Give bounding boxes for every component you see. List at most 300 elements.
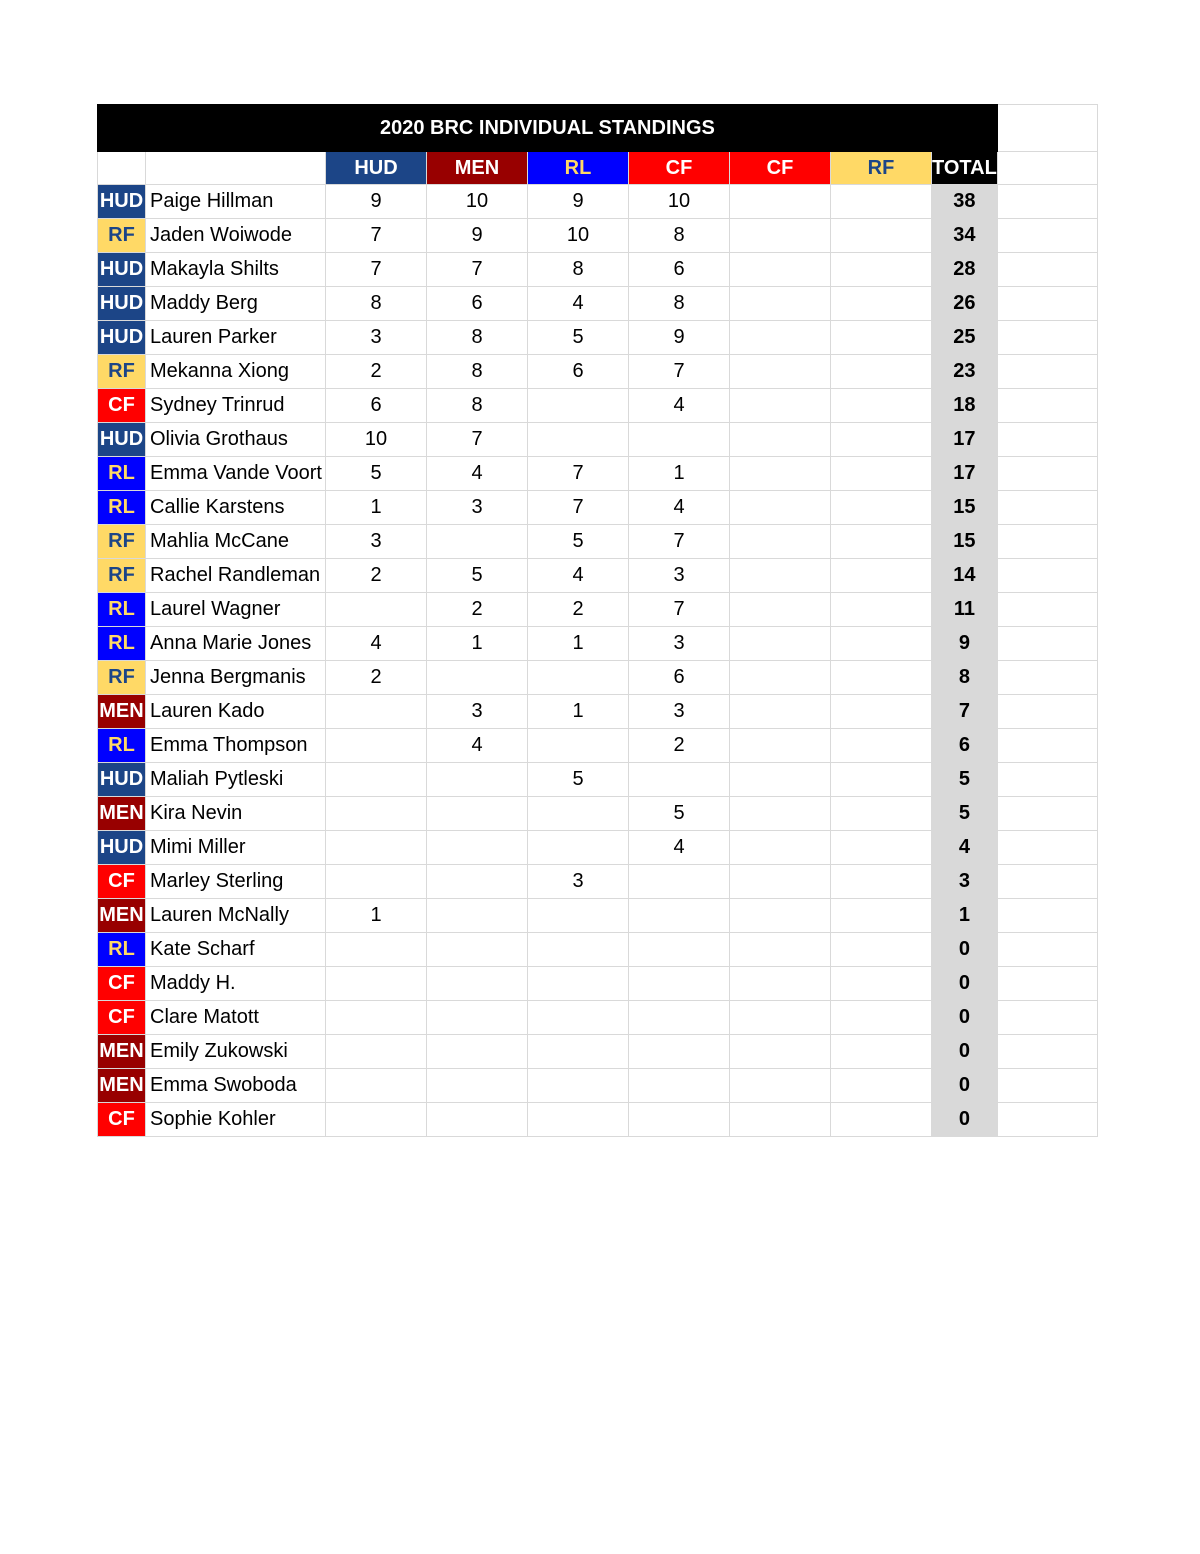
empty-cell [997, 933, 1097, 967]
score-cell [730, 797, 831, 831]
score-cell [629, 423, 730, 457]
score-cell [730, 423, 831, 457]
score-cell: 7 [629, 525, 730, 559]
score-cell: 10 [427, 185, 528, 219]
score-cell [730, 389, 831, 423]
table-row [98, 1103, 1098, 1137]
score-cell: 7 [629, 593, 730, 627]
total-cell: 14 [932, 559, 998, 593]
score-cell: 9 [326, 185, 427, 219]
team-tag: RF [98, 525, 146, 559]
empty-cell [997, 967, 1097, 1001]
score-cell [831, 219, 932, 253]
team-tag: RF [98, 219, 146, 253]
standings-table [97, 104, 1098, 1137]
score-cell [326, 763, 427, 797]
score-cell [629, 899, 730, 933]
athlete-name: Jaden Woiwode [146, 219, 326, 253]
score-cell [831, 253, 932, 287]
table-row [98, 661, 1098, 695]
score-cell [528, 899, 629, 933]
score-cell: 1 [326, 491, 427, 525]
score-cell [831, 1103, 932, 1137]
score-cell [326, 1103, 427, 1137]
column-header: RF [831, 152, 932, 185]
empty-cell [997, 389, 1097, 423]
table-row [98, 1001, 1098, 1035]
athlete-name: Sophie Kohler [146, 1103, 326, 1137]
total-cell: 0 [932, 933, 998, 967]
score-cell: 1 [427, 627, 528, 661]
score-cell [528, 389, 629, 423]
score-cell: 8 [326, 287, 427, 321]
score-cell: 9 [427, 219, 528, 253]
score-cell [831, 627, 932, 661]
score-cell [326, 831, 427, 865]
table-row [98, 763, 1098, 797]
score-cell [326, 1069, 427, 1103]
score-cell [831, 763, 932, 797]
header-row [98, 152, 1098, 185]
score-cell: 1 [629, 457, 730, 491]
empty-cell [997, 1035, 1097, 1069]
score-cell [730, 185, 831, 219]
score-cell [528, 1103, 629, 1137]
score-cell: 4 [427, 457, 528, 491]
column-header: HUD [326, 152, 427, 185]
athlete-name: Emily Zukowski [146, 1035, 326, 1069]
total-cell: 0 [932, 1035, 998, 1069]
athlete-name: Lauren Kado [146, 695, 326, 729]
score-cell [629, 1103, 730, 1137]
score-cell [831, 389, 932, 423]
score-cell: 9 [528, 185, 629, 219]
athlete-name: Sydney Trinrud [146, 389, 326, 423]
score-cell [528, 729, 629, 763]
score-cell: 7 [528, 491, 629, 525]
score-cell: 5 [528, 763, 629, 797]
score-cell: 6 [629, 253, 730, 287]
athlete-name: Kira Nevin [146, 797, 326, 831]
score-cell [326, 933, 427, 967]
team-tag: RF [98, 559, 146, 593]
score-cell: 5 [427, 559, 528, 593]
score-cell [831, 559, 932, 593]
empty-cell [997, 899, 1097, 933]
total-cell: 5 [932, 797, 998, 831]
page-title: 2020 BRC INDIVIDUAL STANDINGS [98, 105, 998, 152]
athlete-name: Lauren Parker [146, 321, 326, 355]
score-cell [730, 831, 831, 865]
score-cell [730, 661, 831, 695]
column-header: MEN [427, 152, 528, 185]
table-row [98, 695, 1098, 729]
score-cell [326, 1035, 427, 1069]
empty-cell [98, 152, 146, 185]
team-tag: CF [98, 865, 146, 899]
athlete-name: Laurel Wagner [146, 593, 326, 627]
title-row [98, 105, 1098, 152]
score-cell [831, 321, 932, 355]
total-cell: 7 [932, 695, 998, 729]
score-cell: 1 [528, 695, 629, 729]
table-row [98, 389, 1098, 423]
total-cell: 0 [932, 1069, 998, 1103]
score-cell: 4 [326, 627, 427, 661]
score-cell: 6 [528, 355, 629, 389]
score-cell [629, 1001, 730, 1035]
score-cell: 5 [528, 321, 629, 355]
total-cell: 38 [932, 185, 998, 219]
table-row [98, 1035, 1098, 1069]
score-cell: 1 [528, 627, 629, 661]
total-cell: 8 [932, 661, 998, 695]
score-cell [831, 729, 932, 763]
score-cell [730, 763, 831, 797]
score-cell: 8 [427, 355, 528, 389]
team-tag: HUD [98, 185, 146, 219]
score-cell: 3 [326, 525, 427, 559]
score-cell [831, 525, 932, 559]
team-tag: MEN [98, 899, 146, 933]
table-row [98, 831, 1098, 865]
total-cell: 28 [932, 253, 998, 287]
score-cell [528, 933, 629, 967]
score-cell: 8 [528, 253, 629, 287]
empty-cell [997, 831, 1097, 865]
athlete-name: Maddy H. [146, 967, 326, 1001]
score-cell [730, 1069, 831, 1103]
score-cell: 8 [629, 287, 730, 321]
score-cell [730, 695, 831, 729]
score-cell: 2 [326, 559, 427, 593]
team-tag: MEN [98, 695, 146, 729]
athlete-name: Olivia Grothaus [146, 423, 326, 457]
empty-cell [997, 593, 1097, 627]
score-cell [427, 763, 528, 797]
score-cell [427, 1035, 528, 1069]
score-cell [326, 1001, 427, 1035]
score-cell: 3 [629, 559, 730, 593]
table-row [98, 865, 1098, 899]
score-cell [326, 865, 427, 899]
score-cell [629, 1069, 730, 1103]
score-cell [831, 899, 932, 933]
score-cell: 7 [427, 253, 528, 287]
score-cell [831, 967, 932, 1001]
score-cell [427, 525, 528, 559]
score-cell [730, 559, 831, 593]
score-cell [730, 967, 831, 1001]
team-tag: RL [98, 593, 146, 627]
empty-cell [997, 627, 1097, 661]
empty-cell [997, 457, 1097, 491]
total-cell: 15 [932, 491, 998, 525]
score-cell [831, 831, 932, 865]
score-cell [629, 933, 730, 967]
score-cell: 4 [629, 389, 730, 423]
score-cell: 7 [528, 457, 629, 491]
score-cell: 4 [629, 491, 730, 525]
score-cell [831, 1035, 932, 1069]
score-cell: 3 [528, 865, 629, 899]
score-cell: 7 [326, 219, 427, 253]
table-row [98, 967, 1098, 1001]
score-cell [730, 1103, 831, 1137]
total-cell: 15 [932, 525, 998, 559]
score-cell: 2 [528, 593, 629, 627]
score-cell [831, 865, 932, 899]
score-cell: 3 [629, 627, 730, 661]
team-tag: RL [98, 933, 146, 967]
score-cell [831, 457, 932, 491]
athlete-name: Maliah Pytleski [146, 763, 326, 797]
score-cell [730, 933, 831, 967]
score-cell: 2 [326, 661, 427, 695]
empty-cell [997, 423, 1097, 457]
score-cell [427, 967, 528, 1001]
score-cell: 4 [528, 559, 629, 593]
score-cell [730, 287, 831, 321]
score-cell: 3 [427, 695, 528, 729]
team-tag: CF [98, 389, 146, 423]
score-cell [326, 797, 427, 831]
score-cell: 1 [326, 899, 427, 933]
team-tag: RF [98, 355, 146, 389]
table-row [98, 525, 1098, 559]
team-tag: HUD [98, 763, 146, 797]
total-cell: 26 [932, 287, 998, 321]
score-cell [730, 627, 831, 661]
table-row [98, 219, 1098, 253]
score-cell: 5 [528, 525, 629, 559]
score-cell: 8 [427, 321, 528, 355]
team-tag: RL [98, 729, 146, 763]
score-cell: 5 [326, 457, 427, 491]
total-cell: 5 [932, 763, 998, 797]
athlete-name: Emma Thompson [146, 729, 326, 763]
score-cell [730, 355, 831, 389]
total-cell: 6 [932, 729, 998, 763]
score-cell: 10 [528, 219, 629, 253]
empty-cell [997, 865, 1097, 899]
athlete-name: Clare Matott [146, 1001, 326, 1035]
total-cell: 23 [932, 355, 998, 389]
empty-cell [997, 253, 1097, 287]
table-row [98, 1069, 1098, 1103]
score-cell: 3 [326, 321, 427, 355]
score-cell [326, 967, 427, 1001]
score-cell: 10 [629, 185, 730, 219]
score-cell [528, 831, 629, 865]
score-cell [831, 797, 932, 831]
score-cell [427, 1103, 528, 1137]
score-cell [427, 899, 528, 933]
athlete-name: Rachel Randleman [146, 559, 326, 593]
score-cell [831, 1001, 932, 1035]
score-cell [326, 593, 427, 627]
total-cell: 17 [932, 457, 998, 491]
total-cell: 0 [932, 967, 998, 1001]
score-cell [831, 661, 932, 695]
score-cell [831, 185, 932, 219]
score-cell: 2 [427, 593, 528, 627]
team-tag: HUD [98, 287, 146, 321]
empty-cell [997, 797, 1097, 831]
score-cell [629, 1035, 730, 1069]
score-cell [730, 729, 831, 763]
table-row [98, 729, 1098, 763]
team-tag: CF [98, 967, 146, 1001]
score-cell [831, 423, 932, 457]
team-tag: HUD [98, 831, 146, 865]
athlete-name: Maddy Berg [146, 287, 326, 321]
team-tag: RF [98, 661, 146, 695]
total-cell: 17 [932, 423, 998, 457]
athlete-name: Kate Scharf [146, 933, 326, 967]
total-cell: 0 [932, 1001, 998, 1035]
total-cell: 11 [932, 593, 998, 627]
score-cell [730, 457, 831, 491]
score-cell [831, 593, 932, 627]
score-cell: 7 [629, 355, 730, 389]
score-cell [528, 1069, 629, 1103]
table-row [98, 593, 1098, 627]
score-cell [528, 967, 629, 1001]
empty-cell [146, 152, 326, 185]
team-tag: MEN [98, 1069, 146, 1103]
score-cell [730, 253, 831, 287]
score-cell: 4 [629, 831, 730, 865]
table-row [98, 457, 1098, 491]
score-cell: 2 [326, 355, 427, 389]
score-cell: 6 [326, 389, 427, 423]
score-cell [730, 321, 831, 355]
score-cell [831, 695, 932, 729]
empty-cell [997, 152, 1097, 185]
team-tag: CF [98, 1103, 146, 1137]
empty-cell [997, 661, 1097, 695]
score-cell: 4 [427, 729, 528, 763]
empty-cell [997, 287, 1097, 321]
score-cell [629, 763, 730, 797]
total-cell: 1 [932, 899, 998, 933]
team-tag: HUD [98, 423, 146, 457]
empty-cell [997, 763, 1097, 797]
table-row [98, 423, 1098, 457]
athlete-name: Mekanna Xiong [146, 355, 326, 389]
score-cell [730, 865, 831, 899]
score-cell: 4 [528, 287, 629, 321]
score-cell [528, 661, 629, 695]
athlete-name: Anna Marie Jones [146, 627, 326, 661]
empty-cell [997, 729, 1097, 763]
athlete-name: Jenna Bergmanis [146, 661, 326, 695]
score-cell [427, 1069, 528, 1103]
team-tag: HUD [98, 253, 146, 287]
empty-cell [997, 695, 1097, 729]
score-cell [528, 423, 629, 457]
table-row [98, 287, 1098, 321]
athlete-name: Mimi Miller [146, 831, 326, 865]
score-cell [629, 967, 730, 1001]
athlete-name: Mahlia McCane [146, 525, 326, 559]
empty-cell [997, 219, 1097, 253]
table-row [98, 355, 1098, 389]
score-cell: 3 [629, 695, 730, 729]
score-cell [730, 525, 831, 559]
score-cell [831, 491, 932, 525]
empty-cell [997, 321, 1097, 355]
athlete-name: Marley Sterling [146, 865, 326, 899]
empty-cell [997, 105, 1097, 152]
score-cell [730, 899, 831, 933]
score-cell: 6 [427, 287, 528, 321]
total-header: TOTAL [932, 152, 998, 185]
table-row [98, 491, 1098, 525]
team-tag: RL [98, 491, 146, 525]
score-cell: 7 [326, 253, 427, 287]
score-cell [730, 1001, 831, 1035]
total-cell: 18 [932, 389, 998, 423]
team-tag: CF [98, 1001, 146, 1035]
team-tag: HUD [98, 321, 146, 355]
empty-cell [997, 559, 1097, 593]
table-row [98, 627, 1098, 661]
table-row [98, 933, 1098, 967]
table-row [98, 559, 1098, 593]
empty-cell [997, 1069, 1097, 1103]
score-cell: 8 [629, 219, 730, 253]
standings-body [98, 105, 1098, 1137]
column-header: RL [528, 152, 629, 185]
score-cell [730, 219, 831, 253]
column-header: CF [730, 152, 831, 185]
score-cell: 8 [427, 389, 528, 423]
total-cell: 0 [932, 1103, 998, 1137]
score-cell [427, 933, 528, 967]
score-cell [427, 865, 528, 899]
score-cell [730, 1035, 831, 1069]
athlete-name: Paige Hillman [146, 185, 326, 219]
score-cell [528, 797, 629, 831]
score-cell [326, 729, 427, 763]
total-cell: 3 [932, 865, 998, 899]
score-cell [730, 491, 831, 525]
table-row [98, 797, 1098, 831]
score-cell [528, 1001, 629, 1035]
score-cell [831, 355, 932, 389]
score-cell [427, 797, 528, 831]
column-header: CF [629, 152, 730, 185]
athlete-name: Emma Vande Voort [146, 457, 326, 491]
score-cell: 9 [629, 321, 730, 355]
table-row [98, 899, 1098, 933]
team-tag: MEN [98, 1035, 146, 1069]
total-cell: 4 [932, 831, 998, 865]
score-cell: 10 [326, 423, 427, 457]
score-cell [427, 1001, 528, 1035]
total-cell: 34 [932, 219, 998, 253]
score-cell [528, 1035, 629, 1069]
empty-cell [997, 491, 1097, 525]
empty-cell [997, 185, 1097, 219]
score-cell [730, 593, 831, 627]
empty-cell [997, 1001, 1097, 1035]
table-row [98, 253, 1098, 287]
score-cell: 7 [427, 423, 528, 457]
score-cell: 6 [629, 661, 730, 695]
